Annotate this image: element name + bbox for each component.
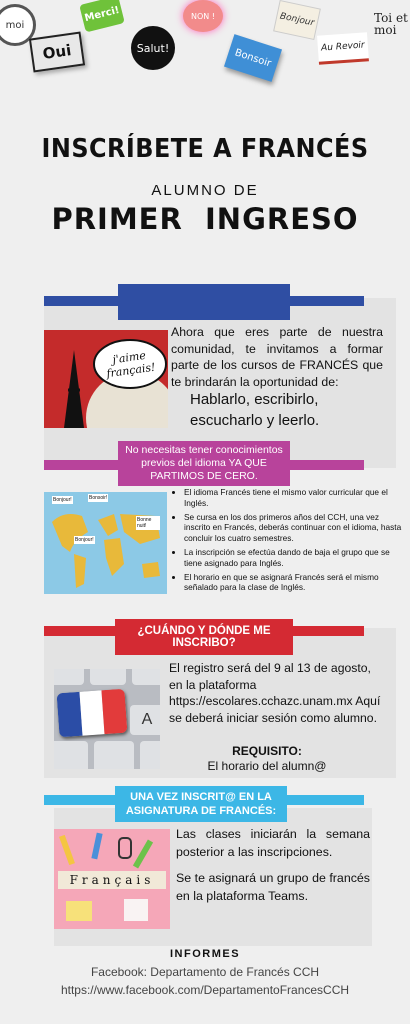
sticker-moi: moi [0, 4, 36, 46]
section3-text: El registro será del 9 al 13 de agosto, en la plataforma https://escolares.cchazc.unam.mx Aquí se deberá iniciar sesión como alumno. [169, 661, 381, 725]
france-flag-key [57, 689, 128, 738]
pencil [133, 840, 153, 869]
section3-keyboard-image [54, 669, 160, 769]
bullet-item: • El idioma Francés tiene el mismo valor curricular que el Inglés. [184, 487, 406, 509]
key [132, 669, 160, 685]
section2-banner: No necesitas tener conocimientos previos del idioma YA QUE PARTIMOS DE CERO. [118, 441, 290, 486]
footer-title: INFORMES [169, 948, 241, 960]
map-label: Bonjour! [53, 497, 72, 503]
pencil [59, 835, 75, 865]
sticky-note [124, 899, 148, 921]
letter-blocks-word: Français [58, 871, 166, 889]
section2-bullet-list [170, 487, 406, 596]
sticker-bonsoir: Bonsoir [224, 34, 282, 82]
section4-paragraph-2: Se te asignará un grupo de francés en la plataforma Teams. [176, 871, 370, 903]
bullet-item: • El horario en que se asignará Francés será el mismo señalado para la clase de Inglés. [184, 572, 406, 594]
page-headline: PRIMER INGRESO [51, 202, 359, 236]
key [94, 741, 134, 769]
section1-paragraph: Ahora que eres parte de nuestra comunidad, te invitamos a formar parte de los cursos de FRANCÉS que te brindarán la oportunidad de: [171, 325, 383, 389]
bullet-item: • Se cursa en los dos primeros años del CCH, una vez inscrito en Francés, deberás continuar con el idioma, hasta concluir los cuatro semestres. [184, 512, 406, 544]
key [140, 741, 160, 769]
map-label: Bonne nuit! [136, 516, 160, 530]
map-label: Bonsoir! [89, 495, 108, 501]
pencil [91, 833, 102, 860]
section3-banner: ¿CUÁNDO Y DÓNDE ME INSCRIBO? [115, 619, 293, 655]
sticker-merci: Merci! [79, 0, 125, 32]
world-map-illustration [44, 492, 167, 594]
section2-map-image [44, 492, 167, 594]
requirement-text: El horario del alumn@ [207, 759, 327, 773]
key [54, 741, 88, 769]
paper-clip [118, 837, 132, 859]
bullet-item: • La inscripción se efectúa dando de baja el grupo que se tiene asignado para Inglés. [184, 547, 406, 569]
section1-highlight: Hablarlo, escribirlo, escucharlo y leerlo. [190, 391, 320, 429]
sticker-bonjour: Bonjour [273, 0, 321, 40]
sticker-non: NON ! [183, 0, 223, 32]
sticker-oui: Oui [29, 32, 85, 73]
section1-blue-block [118, 284, 290, 320]
requirement-title: REQUISITO: [232, 744, 302, 758]
section1-image-caption: j'aime français! [105, 348, 157, 381]
key [54, 669, 84, 685]
section4-paragraph-1: Las clases iniciarán la semana posterior a las inscripciones. [176, 827, 370, 859]
sticker-au-revoir: Au Revoir [317, 32, 369, 64]
key-a-label: A [130, 705, 160, 735]
footer-facebook-url[interactable]: https://www.facebook.com/DepartamentoFrancesCCH [60, 983, 350, 997]
map-label: Bonjour! [75, 537, 94, 543]
key [90, 669, 126, 685]
footer-facebook-line: Facebook: Departamento de Francés CCH [90, 965, 320, 979]
section1-image [44, 330, 168, 428]
sticker-toi-et-moi: Toi et moi [374, 11, 408, 37]
page-subtitle: ALUMNO DE [151, 181, 259, 199]
page-title: INSCRÍBETE A FRANCÉS [41, 134, 369, 164]
sticky-note [66, 901, 92, 921]
section4-banner: UNA VEZ INSCRIT@ EN LA ASIGNATURA DE FRANCÉS: [115, 786, 287, 822]
section4-image [54, 829, 170, 929]
sticker-salut: Salut! [131, 26, 175, 70]
